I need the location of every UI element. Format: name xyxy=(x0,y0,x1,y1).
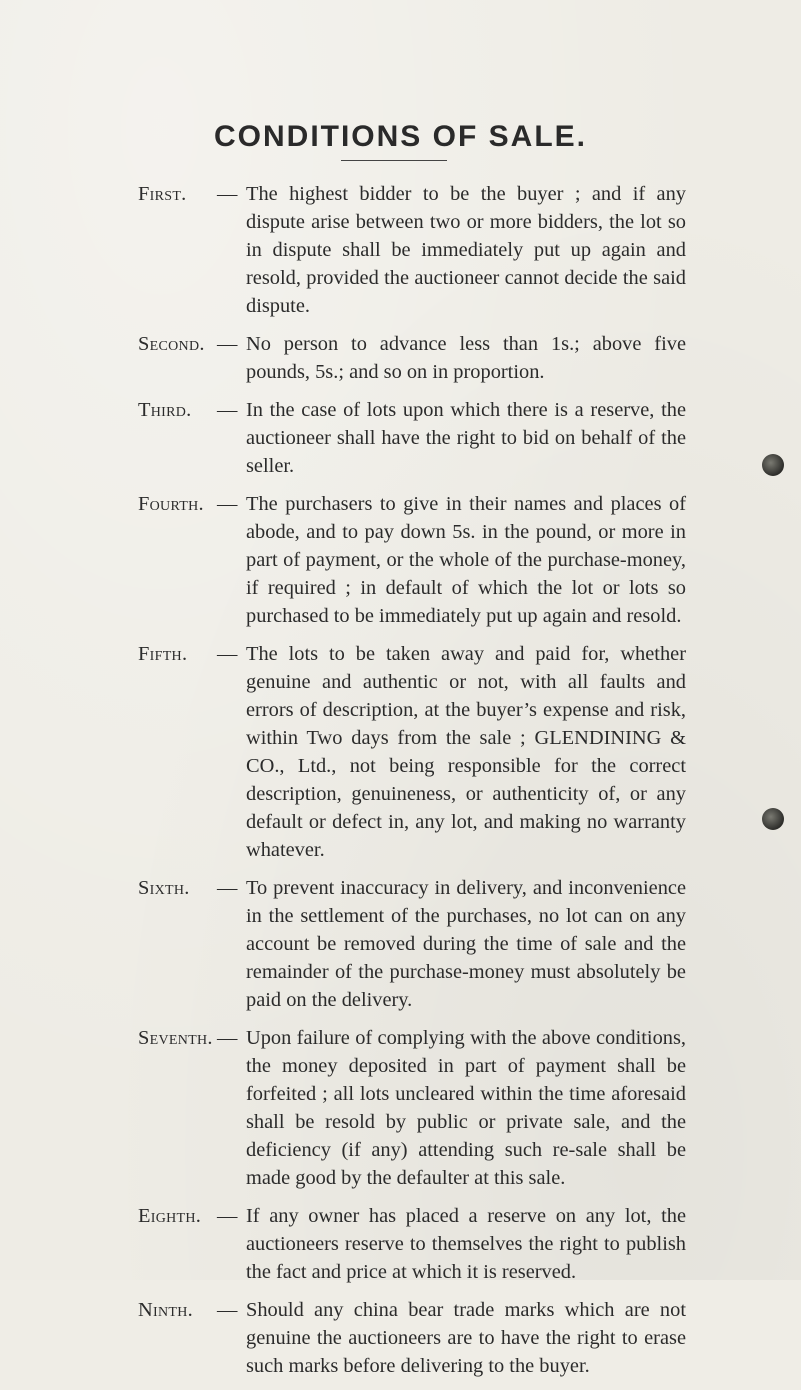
condition-third: Third. — In the case of lots upon which there is a reserve, the auctioneer shall have the right to bid on behalf of the seller. xyxy=(246,396,686,480)
page-title: CONDITIONS OF SALE. xyxy=(213,120,587,153)
condition-ordinal: Sixth. xyxy=(138,877,190,899)
condition-ordinal: Fourth. xyxy=(138,493,204,515)
condition-text: If any owner has placed a reserve on any lot, the auctioneers reserve to themselves the right to publish the fact and price at which it is reserved. xyxy=(246,1205,686,1283)
condition-text: The lots to be taken away and paid for, whether genuine and authentic or not, with all faults and errors of description, at the buyer’s expense and risk, within Two days from the sale ; GLENDINING & CO., Ltd., not being responsible for the correct description, genuineness, or authenticity of, or any default or defect in, any lot, and making no warranty whatever. xyxy=(246,643,686,861)
condition-text: In the case of lots upon which there is a reserve, the auctioneer shall have the right to bid on behalf of the seller. xyxy=(246,399,686,477)
condition-sixth: Sixth. — To prevent inaccuracy in delivery, and inconvenience in the settlement of the purchases, no lot can on any account be removed during the time of sale and the remainder of the purchase-money must absolutely be paid on the delivery. xyxy=(246,874,686,1014)
condition-ordinal: Third. xyxy=(138,399,192,421)
condition-ordinal: Seventh. xyxy=(138,1027,213,1049)
condition-text: Upon failure of complying with the above conditions, the money deposited in part of payment shall be forfeited ; all lots uncleared within the time aforesaid shall be resold by public or private sale, and the deficiency (if any) attending such re-sale shall be made good by the defaulter at this sale. xyxy=(246,1027,686,1189)
condition-ordinal: Ninth. xyxy=(138,1299,194,1321)
condition-fifth: Fifth. — The lots to be taken away and paid for, whether genuine and authentic or not, with all faults and errors of description, at the buyer’s expense and risk, within Two days from the sale ; GLENDINING & CO., Ltd., not being responsible for the correct description, genuineness, or authenticity of, or any default or defect in, any lot, and making no warranty whatever. xyxy=(246,640,686,864)
conditions-list xyxy=(138,180,686,1390)
condition-ordinal: Eighth. xyxy=(138,1205,202,1227)
condition-second: Second. — No person to advance less than 1s.; above five pounds, 5s.; and so on in proportion. xyxy=(246,330,686,386)
condition-text: The purchasers to give in their names and places of abode, and to pay down 5s. in the pound, or more in part of payment, or the whole of the purchase-money, if required ; in default of which the lot or lots so purchased to be immediately put up again and resold. xyxy=(246,493,686,627)
condition-ninth: Ninth. — Should any china bear trade marks which are not genuine the auctioneers are to have the right to erase such marks before delivering to the buyer. xyxy=(246,1296,686,1380)
condition-seventh: Seventh. — Upon failure of complying with the above conditions, the money deposited in part of payment shall be forfeited ; all lots uncleared within the time aforesaid shall be resold by public or private sale, and the deficiency (if any) attending such re-sale shall be made good by the defaulter at this sale. xyxy=(246,1024,686,1192)
condition-ordinal: Second. xyxy=(138,333,205,355)
condition-eighth: Eighth. — If any owner has placed a reserve on any lot, the auctioneers reserve to themselves the right to publish the fact and price at which it is reserved. xyxy=(246,1202,686,1286)
condition-ordinal: Fifth. xyxy=(138,643,188,665)
title-underline xyxy=(341,160,447,161)
condition-first: First. — The highest bidder to be the buyer ; and if any dispute arise between two or more bidders, the lot so in dispute shall be immediately put up again and resold, provided the auctioneer cannot decide the said dispute. xyxy=(246,180,686,320)
condition-text: The highest bidder to be the buyer ; and if any dispute arise between two or more bidders, the lot so in dispute shall be immediately put up again and resold, provided the auctioneer cannot decide the said dispute. xyxy=(246,183,686,317)
binding-hole-upper xyxy=(762,454,784,476)
condition-fourth: Fourth. — The purchasers to give in their names and places of abode, and to pay down 5s. in the pound, or more in part of payment, or the whole of the purchase-money, if required ; in default of which the lot or lots so purchased to be immediately put up again and resold. xyxy=(246,490,686,630)
condition-text: No person to advance less than 1s.; above five pounds, 5s.; and so on in proportion. xyxy=(246,333,686,383)
condition-text: Should any china bear trade marks which are not genuine the auctioneers are to have the right to erase such marks before delivering to the buyer. xyxy=(246,1299,686,1377)
condition-text: To prevent inaccuracy in delivery, and inconvenience in the settlement of the purchases, no lot can on any account be removed during the time of sale and the remainder of the purchase-money must absolutely be paid on the delivery. xyxy=(246,877,686,1011)
condition-ordinal: First. xyxy=(138,183,187,205)
binding-hole-lower xyxy=(762,808,784,830)
